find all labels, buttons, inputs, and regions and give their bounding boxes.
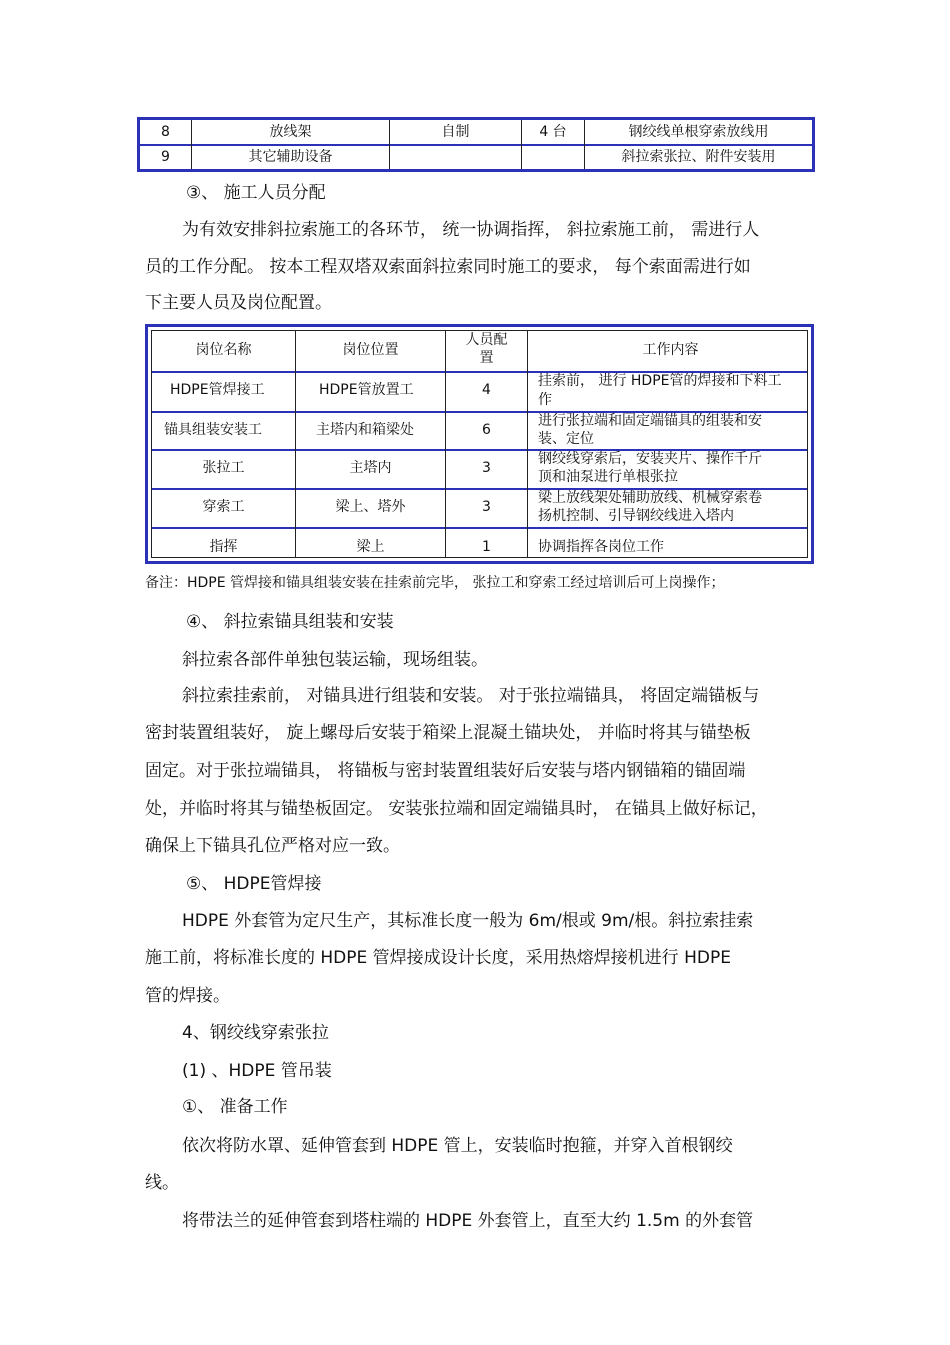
table-cell: 梁上 [356,539,385,555]
table-divider [140,144,812,146]
table-cell: 自制 [441,124,470,140]
table-cell: 3 [482,499,491,515]
table-cell: 梁上放线架处辅助放线、机械穿索卷 [538,490,762,506]
paragraph-line: 施工前，将标准长度的 HDPE 管焊接成设计长度，采用热熔焊接机进行 HDPE [145,948,731,968]
table-cell: 主塔内 [349,460,392,476]
table-cell: 斜拉索张拉、附件安装用 [621,149,776,165]
table-divider [527,331,528,557]
table-note: 备注：HDPE 管焊接和锚具组装安装在挂索前完毕， 张拉工和穿索工经过培训后可上岗操作； [145,575,725,591]
subsection-heading: ①、 准备工作 [182,1097,288,1117]
table-cell: 穿索工 [202,499,245,515]
table-divider [152,527,807,529]
paragraph-line: 密封装置组装好， 旋上螺母后安装于箱梁上混凝土锚块处， 并临时将其与锚垫板 [145,723,751,743]
paragraph-line: 下主要人员及岗位配置。 [145,293,332,313]
table-cell: 钢绞线单根穿索放线用 [628,124,769,140]
paragraph-line: 线。 [145,1173,179,1193]
table-cell: 4 [482,382,491,398]
table-cell: 协调指挥各岗位工作 [538,539,664,555]
paragraph-line: HDPE 外套管为定尺生产，其标准长度一般为 6m/根或 9m/根。斜拉索挂索 [182,911,754,931]
section-heading: ⑤、 HDPE管焊接 [186,874,322,894]
section-heading: 4、钢绞线穿索张拉 [182,1023,329,1043]
paragraph-line: 将带法兰的延伸管套到塔柱端的 HDPE 外套管上，直至大约 1.5m 的外套管 [182,1211,754,1231]
paragraph-line: 管的焊接。 [145,986,230,1006]
table-cell: 其它辅助设备 [248,149,333,165]
subsection-heading: (1) 、HDPE 管吊装 [182,1061,332,1081]
table-cell: 作 [538,392,552,408]
table-cell: 装、定位 [538,431,594,447]
table-cell: 6 [482,422,491,438]
paragraph-line: 处，并临时将其与锚垫板固定。 安装张拉端和固定端锚具时， 在锚具上做好标记， [145,799,768,819]
paragraph-line: 斜拉索挂索前， 对锚具进行组装和安装。 对于张拉端锚具， 将固定端锚板与 [182,686,760,706]
table-cell: 顶和油泵进行单根张拉 [538,469,678,485]
table-cell: 扬机控制、引导钢绞线进入塔内 [538,508,734,524]
column-header: 岗位位置 [342,342,399,358]
column-header: 岗位名称 [195,342,252,358]
paragraph-line: 固定。对于张拉端锚具， 将锚板与密封装置组装好后安装与塔内钢锚箱的锚固端 [145,761,746,781]
table-cell: 梁上、塔外 [335,499,406,515]
paragraph-line: 确保上下锚具孔位严格对应一致。 [145,836,400,856]
table-cell: 张拉工 [202,460,245,476]
table-cell: 放线架 [269,124,312,140]
column-header: 置 [479,350,494,366]
paragraph-line: 为有效安排斜拉索施工的各环节， 统一协调指挥， 斜拉索施工前， 需进行人 [182,220,760,240]
section-heading: ④、 斜拉索锚具组装和安装 [186,612,394,632]
paragraph-line: 员的工作分配。 按本工程双塔双索面斜拉索同时施工的要求， 每个索面需进行如 [145,257,751,277]
table-divider [295,331,296,557]
table-cell: 主塔内和箱梁处 [316,422,414,438]
table-cell: 9 [161,149,170,165]
paragraph-line: 斜拉索各部件单独包装运输，现场组装。 [182,650,488,670]
column-header: 人员配 [465,332,508,348]
table-cell: 4 台 [539,124,567,140]
section-heading: ③、 施工人员分配 [186,183,326,203]
table-cell: 锚具组装安装工 [164,422,262,438]
table-cell: 8 [161,124,170,140]
table-cell: 钢绞线穿索后，安装夹片、操作千斤 [538,451,762,467]
column-header: 工作内容 [642,342,699,358]
table-cell: 1 [482,539,491,555]
table-cell: 指挥 [209,539,238,555]
table-cell: HDPE管焊接工 [170,382,265,398]
paragraph-line: 依次将防水罩、延伸管套到 HDPE 管上，安装临时抱箍，并穿入首根钢绞 [182,1136,733,1156]
table-cell: 进行张拉端和固定端锚具的组装和安 [538,413,762,429]
table-cell: 3 [482,460,491,476]
staff-table [145,324,814,564]
table-cell: HDPE管放置工 [319,382,414,398]
equipment-table [137,117,815,172]
table-cell: 挂索前， 进行 HDPE管的焊接和下料工 [538,373,782,389]
